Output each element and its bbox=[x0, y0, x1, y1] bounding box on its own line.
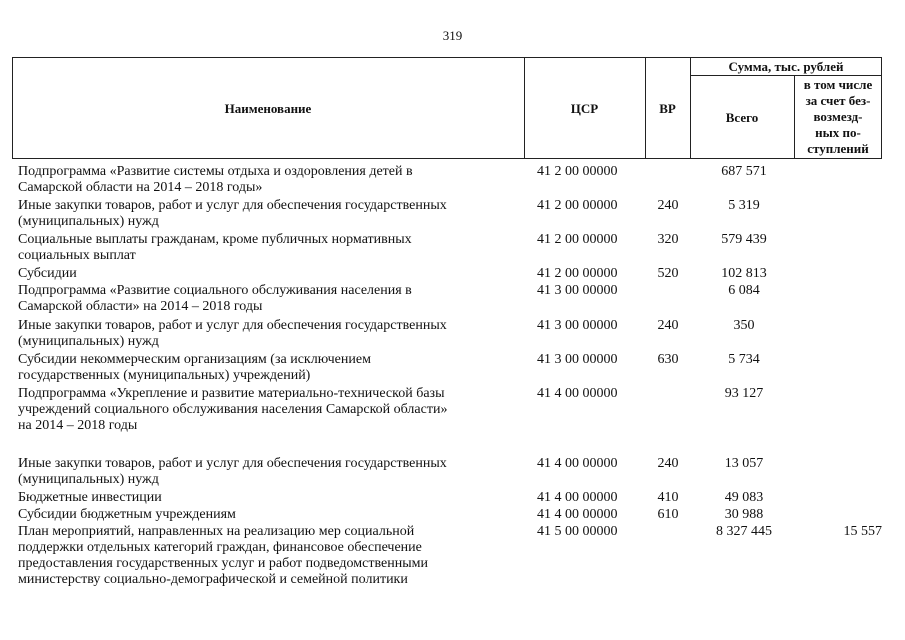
row-total: 687 571 bbox=[721, 164, 767, 179]
row-total: 5 319 bbox=[728, 198, 760, 213]
row-name-line: План мероприятий, направленных на реализацию мер социальной bbox=[18, 524, 415, 539]
row-total: 49 083 bbox=[724, 490, 764, 505]
row-vr: 410 bbox=[657, 490, 679, 505]
row-name-line: (муниципальных) нужд bbox=[18, 472, 159, 487]
row-csr: 41 3 00 00000 bbox=[537, 318, 618, 333]
row-name bbox=[18, 524, 518, 588]
table-header bbox=[12, 57, 882, 159]
header-csr: ЦСР bbox=[570, 101, 599, 116]
row-name-line: учреждений социального обслуживания населения Самарской области» bbox=[18, 402, 448, 417]
row-name-line: Самарской области на 2014 – 2018 годы» bbox=[18, 180, 263, 195]
row-name-line: Иные закупки товаров, работ и услуг для обеспечения государственных bbox=[18, 198, 447, 213]
row-name-line: Иные закупки товаров, работ и услуг для обеспечения государственных bbox=[18, 318, 447, 333]
row-name-line: социальных выплат bbox=[18, 248, 136, 263]
row-vr: 240 bbox=[657, 198, 679, 213]
row-total: 579 439 bbox=[721, 232, 767, 247]
row-csr: 41 5 00 00000 bbox=[537, 524, 618, 539]
row-name bbox=[18, 318, 518, 350]
row-name bbox=[18, 507, 518, 523]
row-vr: 240 bbox=[657, 456, 679, 471]
row-name bbox=[18, 232, 518, 264]
header-vr: ВР bbox=[659, 101, 676, 116]
row-total: 102 813 bbox=[721, 266, 767, 281]
row-total: 6 084 bbox=[728, 283, 760, 298]
row-vr: 610 bbox=[657, 507, 679, 522]
header-free-line: в том числе bbox=[803, 77, 873, 92]
row-name-line: на 2014 – 2018 годы bbox=[18, 418, 138, 433]
header-free-line: возмезд- bbox=[813, 109, 863, 124]
row-name bbox=[18, 198, 518, 230]
row-csr: 41 2 00 00000 bbox=[537, 164, 618, 179]
row-name bbox=[18, 456, 518, 488]
header-free-line: ступлений bbox=[807, 141, 869, 156]
row-csr: 41 2 00 00000 bbox=[537, 232, 618, 247]
row-name-line: министерству социально-демографической и семейной политики bbox=[18, 572, 408, 587]
row-name-line: (муниципальных) нужд bbox=[18, 334, 159, 349]
row-vr: 320 bbox=[657, 232, 679, 247]
row-csr: 41 4 00 00000 bbox=[537, 507, 618, 522]
page-number: 319 bbox=[442, 28, 463, 43]
row-vr: 520 bbox=[657, 266, 679, 281]
header-top-border bbox=[12, 57, 882, 58]
row-vr: 240 bbox=[657, 318, 679, 333]
row-name-line: Самарской области» на 2014 – 2018 годы bbox=[18, 299, 263, 314]
row-name-line: Подпрограмма «Развитие системы отдыха и оздоровления детей в bbox=[18, 164, 413, 179]
row-csr: 41 4 00 00000 bbox=[537, 490, 618, 505]
row-name-line: Подпрограмма «Развитие социального обслуживания населения в bbox=[18, 283, 412, 298]
header-free-line: ных по- bbox=[815, 125, 861, 140]
row-csr: 41 2 00 00000 bbox=[537, 266, 618, 281]
row-name bbox=[18, 386, 518, 434]
row-csr: 41 3 00 00000 bbox=[537, 352, 618, 367]
row-csr: 41 4 00 00000 bbox=[537, 386, 618, 401]
row-total: 350 bbox=[733, 318, 755, 333]
row-name-line: предоставления государственных услуг и работ подведомственными bbox=[18, 556, 428, 571]
row-total: 30 988 bbox=[724, 507, 764, 522]
row-csr: 41 3 00 00000 bbox=[537, 283, 618, 298]
row-name bbox=[18, 283, 518, 315]
row-total: 13 057 bbox=[724, 456, 764, 471]
row-name-line: (муниципальных) нужд bbox=[18, 214, 159, 229]
header-sum: Сумма, тыс. рублей bbox=[728, 59, 844, 74]
row-free: 15 557 bbox=[843, 524, 882, 539]
row-name-line: Субсидии bbox=[18, 266, 77, 281]
row-name bbox=[18, 352, 518, 384]
row-name bbox=[18, 164, 518, 196]
row-name-line: государственных (муниципальных) учреждений) bbox=[18, 368, 311, 383]
header-free-line: за счет без- bbox=[805, 93, 871, 108]
row-name-line: Субсидии некоммерческим организациям (за исключением bbox=[18, 352, 371, 367]
row-name-line: Подпрограмма «Укрепление и развитие материально-технической базы bbox=[18, 386, 445, 401]
row-name-line: поддержки отдельных категорий граждан, финансовое обеспечение bbox=[18, 540, 422, 555]
header-name: Наименование bbox=[224, 101, 312, 116]
row-total: 5 734 bbox=[728, 352, 760, 367]
header-total: Всего bbox=[725, 110, 759, 125]
row-name-line: Субсидии бюджетным учреждениям bbox=[18, 507, 236, 522]
row-total: 93 127 bbox=[724, 386, 764, 401]
row-name-line: Социальные выплаты гражданам, кроме публичных нормативных bbox=[18, 232, 412, 247]
header-free bbox=[794, 77, 882, 157]
row-csr: 41 4 00 00000 bbox=[537, 456, 618, 471]
row-name bbox=[18, 490, 518, 506]
sum-subheader-border bbox=[690, 75, 882, 76]
row-name-line: Иные закупки товаров, работ и услуг для обеспечения государственных bbox=[18, 456, 447, 471]
row-csr: 41 2 00 00000 bbox=[537, 198, 618, 213]
row-total: 8 327 445 bbox=[716, 524, 772, 539]
row-name bbox=[18, 266, 518, 282]
header-bottom-border bbox=[12, 158, 882, 159]
row-vr: 630 bbox=[657, 352, 679, 367]
row-name-line: Бюджетные инвестиции bbox=[18, 490, 162, 505]
